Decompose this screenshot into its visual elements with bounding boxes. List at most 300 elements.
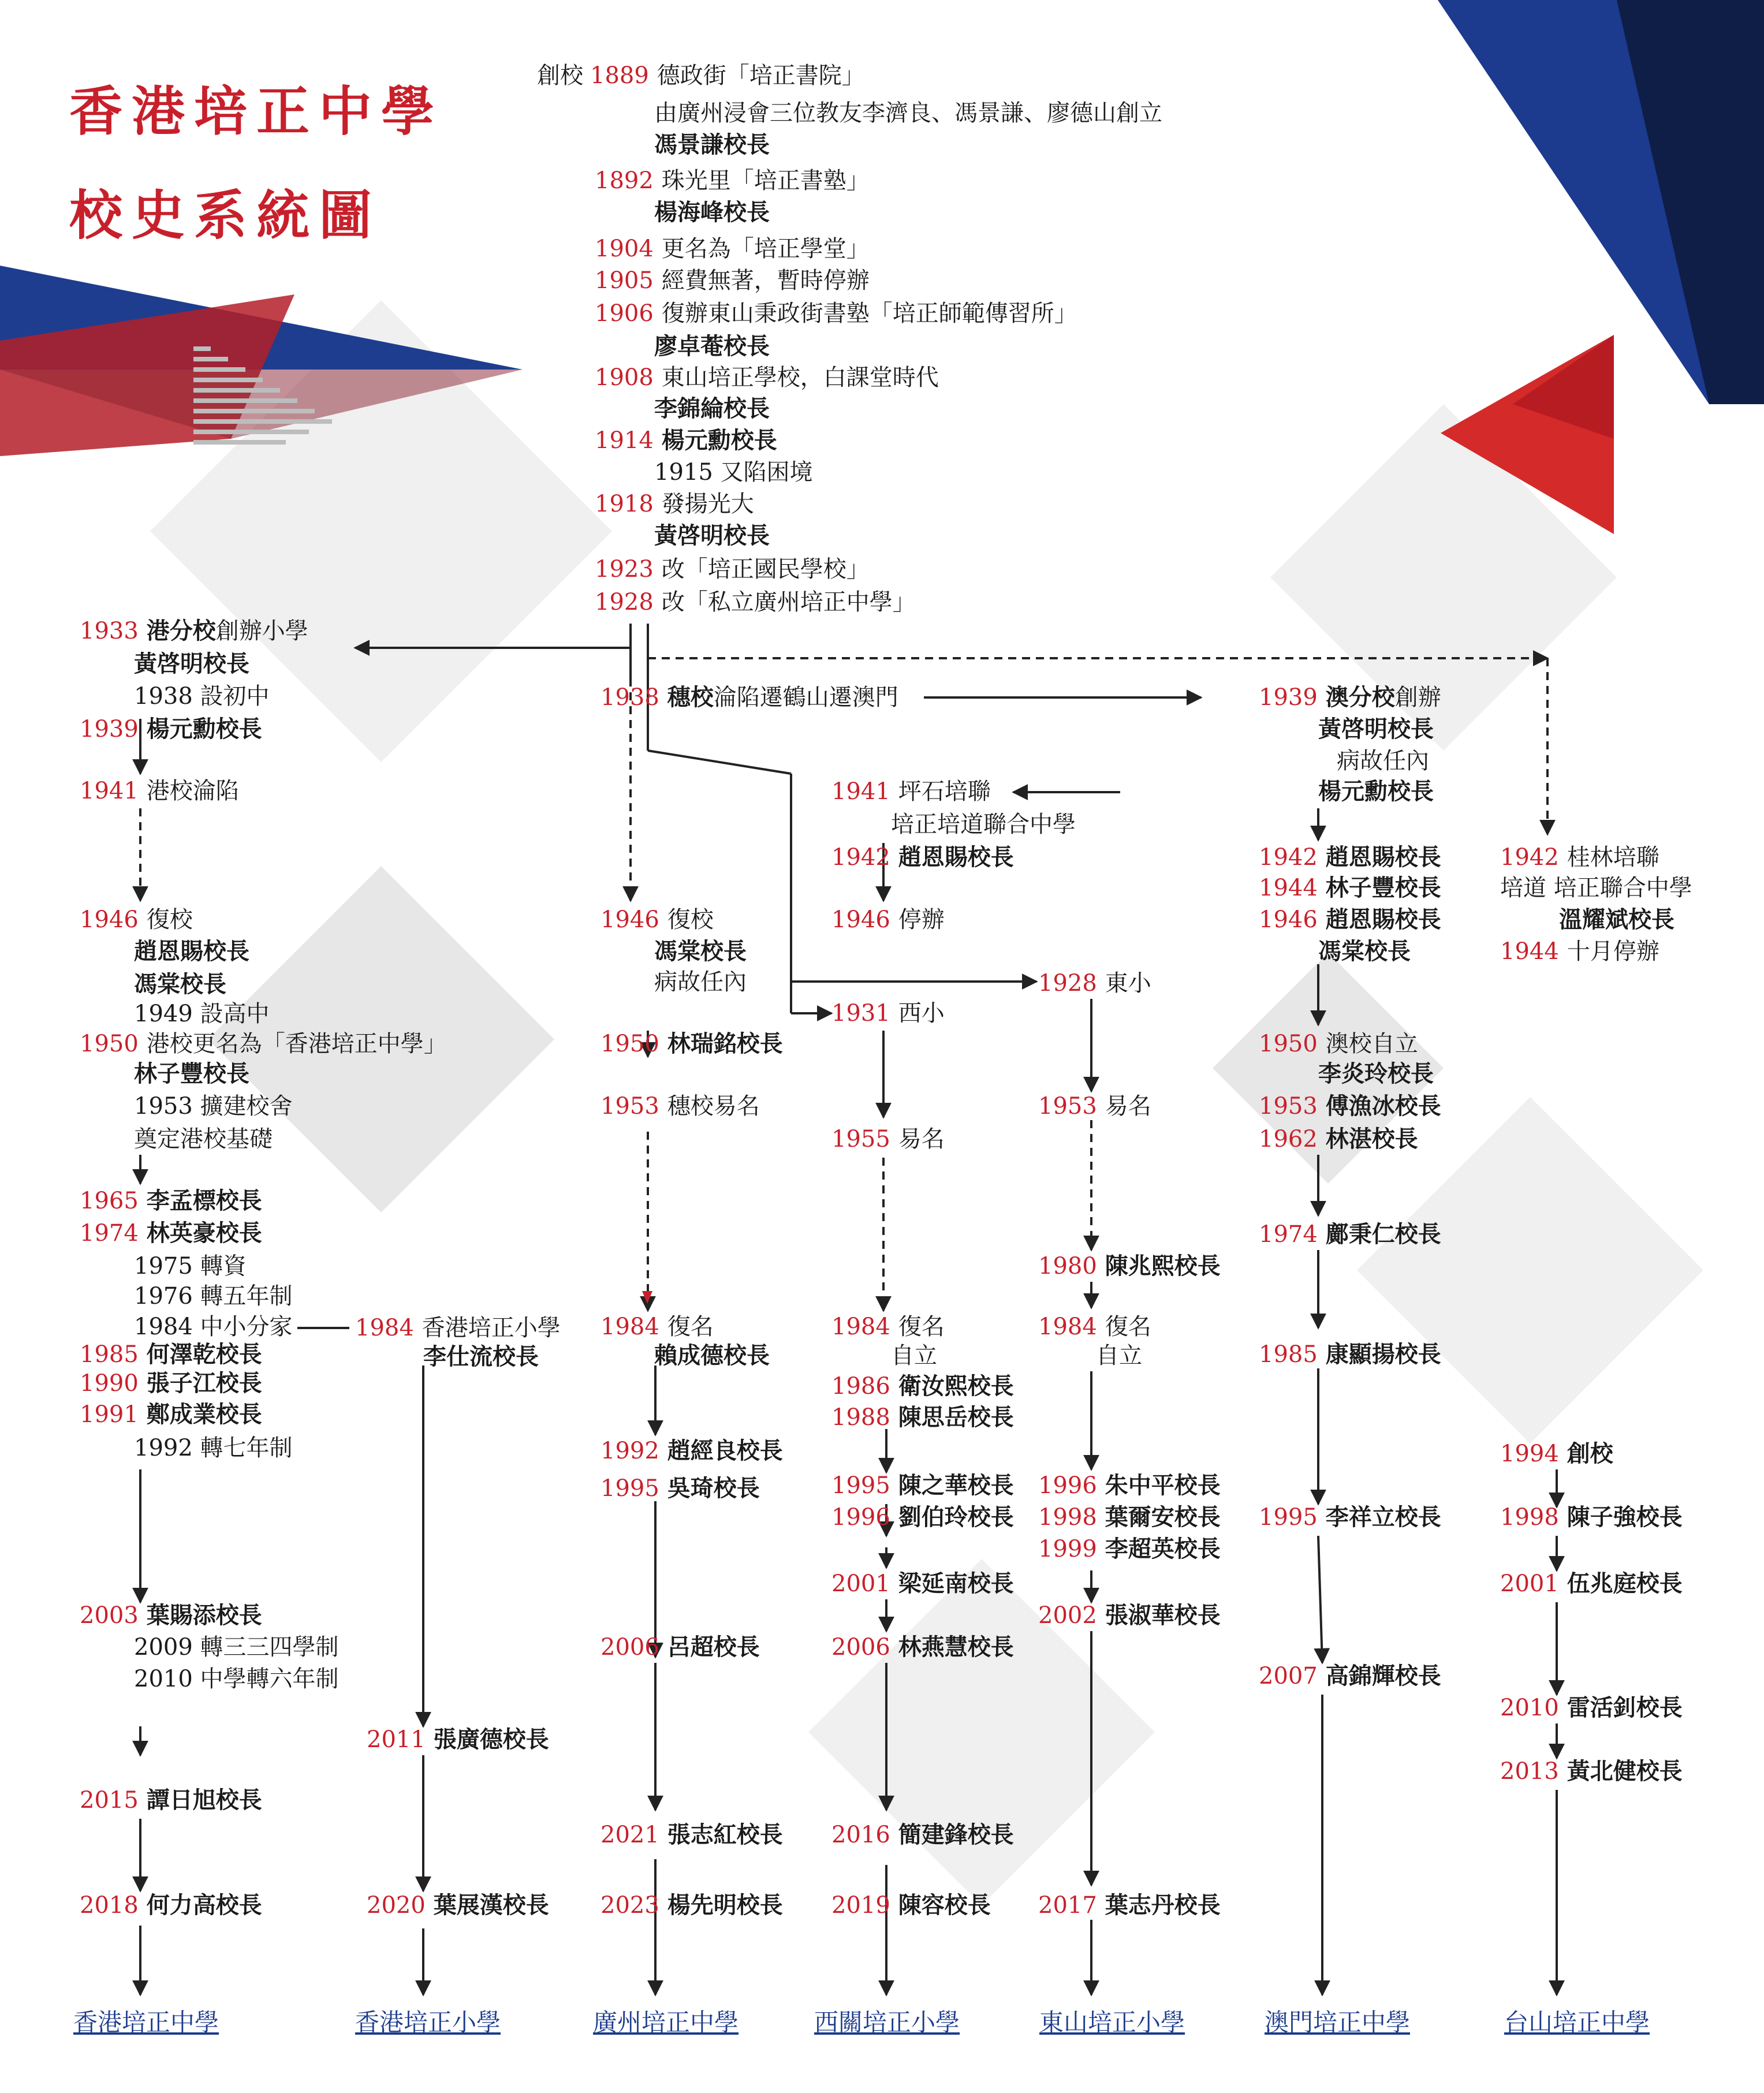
timeline-entry [1500, 1692, 1683, 1724]
entry-name: 高錦輝校長 [1325, 1662, 1441, 1689]
school-link-ts[interactable]: 台山培正中學 [1504, 2008, 1650, 2036]
timeline-entry [1259, 1090, 1441, 1122]
timeline-entry [601, 1819, 783, 1851]
entry-year: 1985 [1259, 1341, 1318, 1368]
entry-name: 馮棠校長 [134, 971, 226, 998]
timeline-entry [595, 165, 870, 197]
timeline-entry [601, 681, 898, 714]
entry-year: 1955 [831, 1126, 890, 1152]
school-link-xg[interactable]: 西關培正小學 [814, 2008, 960, 2036]
entry-name: 林瑞銘校長 [667, 1030, 783, 1057]
entry-text: 創辦小學 [215, 618, 308, 644]
entry-text: 港校更名為「香港培正中學」 [146, 1031, 447, 1057]
entry-year: 1990 [80, 1370, 139, 1397]
timeline-entry [423, 1341, 539, 1373]
entry-name: 林燕慧校長 [898, 1633, 1014, 1661]
timeline-entry [1500, 1438, 1613, 1470]
entry-text: 1984 中小分家 [134, 1314, 293, 1340]
entry-text: 復名 [667, 1314, 714, 1340]
timeline-entry [80, 1028, 447, 1060]
timeline-entry [601, 1435, 783, 1467]
entry-name: 陳容校長 [898, 1891, 991, 1919]
entry-text: 發揚光大 [661, 491, 754, 517]
timeline-entry [601, 904, 714, 936]
timeline-entry [595, 297, 1077, 330]
chart-title: 香港培正中學 [69, 80, 444, 143]
entry-name: 李仕流校長 [423, 1343, 539, 1370]
timeline-entry [1259, 1501, 1441, 1534]
entry-name: 楊元勳校長 [661, 427, 777, 454]
entry-name: 李孟標校長 [146, 1187, 262, 1214]
entry-year: 1923 [595, 556, 654, 583]
timeline-entry [595, 424, 777, 457]
timeline-entry [654, 393, 770, 425]
timeline-entry [134, 1090, 293, 1122]
entry-name: 趙恩賜校長 [134, 938, 249, 965]
entry-name: 朱中平校長 [1105, 1472, 1221, 1499]
timeline-entry [654, 129, 770, 161]
entry-name: 傅漁冰校長 [1325, 1092, 1441, 1120]
entry-year: 1938 [601, 684, 659, 711]
entry-text: 1953 擴建校舍 [134, 1093, 293, 1120]
entry-name: 溫耀斌校長 [1559, 906, 1675, 933]
timeline-entry [595, 361, 939, 394]
entry-text: 1915 又陷困境 [654, 459, 813, 486]
entry-year: 2019 [831, 1892, 890, 1919]
timeline-entry [601, 1090, 760, 1122]
entry-name: 黃啓明校長 [654, 522, 770, 549]
school-link-gz[interactable]: 廣州培正中學 [593, 2008, 739, 2036]
entry-year: 1914 [595, 427, 654, 454]
timeline-entry [1038, 967, 1151, 999]
entry-text: 澳校自立 [1325, 1031, 1418, 1057]
entry-name: 張淑華校長 [1105, 1602, 1221, 1629]
timeline-entry [134, 1631, 339, 1663]
entry-text: 香港培正小學 [422, 1315, 561, 1341]
school-link-ds[interactable]: 東山培正小學 [1039, 2008, 1185, 2036]
timeline-entry [1259, 1218, 1441, 1251]
entry-year: 2006 [601, 1634, 659, 1661]
entry-year: 2013 [1500, 1758, 1559, 1785]
entry-text: 德政街「培正書院」 [657, 62, 865, 89]
entry-year: 1889 [590, 62, 649, 89]
timeline-entry [1259, 904, 1441, 936]
entry-year: 2010 [1500, 1695, 1559, 1721]
timeline-entry [1259, 1660, 1441, 1692]
entry-year: 1950 [1259, 1031, 1318, 1057]
school-link-mo[interactable]: 澳門培正中學 [1265, 2008, 1411, 2036]
entry-year: 1942 [831, 844, 890, 871]
timeline-entry [1038, 1889, 1221, 1922]
entry-text: 培正培道聯合中學 [891, 811, 1076, 838]
entry-year: 2023 [601, 1892, 659, 1919]
timeline-entry [1318, 775, 1434, 808]
entry-year: 2006 [831, 1634, 890, 1661]
entry-name: 衛汝熙校長 [898, 1372, 1014, 1400]
entry-name: 李祥立校長 [1325, 1503, 1441, 1531]
entry-text: 1949 設高中 [134, 1001, 270, 1027]
entry-year: 2001 [1500, 1570, 1559, 1597]
entry-name: 林子豐校長 [1325, 874, 1441, 901]
timeline-entry [134, 1432, 293, 1464]
timeline-entry [537, 59, 865, 92]
entry-year: 1953 [1259, 1093, 1318, 1120]
timeline-entry [654, 935, 747, 968]
entry-text: 穗校易名 [667, 1093, 760, 1120]
timeline-entry [595, 233, 870, 265]
timeline-entry [654, 196, 770, 229]
entry-text: 復名 [898, 1314, 945, 1340]
entry-prefix: 創校 [537, 62, 583, 89]
entry-text: 改「培正國民學校」 [661, 556, 870, 583]
entry-name: 葉志丹校長 [1105, 1891, 1221, 1919]
entry-name: 張廣德校長 [433, 1726, 549, 1753]
timeline-entry [367, 1889, 549, 1922]
timeline-entry [134, 1123, 273, 1155]
entry-name: 吳琦校長 [667, 1475, 760, 1502]
timeline-entry [134, 998, 270, 1030]
entry-name: 雷活釗校長 [1567, 1694, 1683, 1721]
entry-year: 1941 [80, 778, 139, 804]
entry-name: 葉爾安校長 [1105, 1503, 1221, 1531]
entry-year: 1985 [80, 1341, 139, 1368]
entry-name: 趙恩賜校長 [1325, 844, 1441, 871]
entry-year: 2015 [80, 1787, 139, 1814]
entry-name: 何澤乾校長 [146, 1341, 262, 1368]
timeline-entry [595, 264, 870, 297]
entry-year: 1996 [831, 1504, 890, 1531]
entry-year: 2020 [367, 1892, 426, 1919]
entry-year: 1946 [1259, 906, 1318, 933]
entry-year: 1950 [601, 1031, 659, 1057]
entry-name: 張志紅校長 [667, 1821, 783, 1848]
timeline-entry [831, 1311, 945, 1343]
entry-name: 陳兆熙校長 [1105, 1252, 1221, 1279]
entry-year: 1986 [831, 1373, 890, 1400]
entry-year: 1946 [80, 906, 139, 933]
timeline-entry [1337, 745, 1429, 777]
entry-year: 1996 [1038, 1472, 1097, 1499]
entry-year: 2002 [1038, 1602, 1097, 1629]
timeline-entry [654, 456, 813, 488]
entry-text: 復辦東山秉政街書塾「培正師範傳習所」 [661, 300, 1077, 327]
school-link-hk-mid[interactable]: 香港培正中學 [73, 2008, 219, 2036]
timeline-entry [367, 1723, 549, 1756]
entry-name: 伍兆庭校長 [1567, 1570, 1683, 1597]
entry-year: 1953 [1038, 1093, 1097, 1120]
timeline-entry [1038, 1501, 1221, 1534]
timeline-entry [134, 935, 249, 968]
entry-year: 2011 [367, 1726, 426, 1753]
entry-text: 復校 [667, 906, 714, 933]
entry-year: 2001 [831, 1570, 890, 1597]
entry-year: 2003 [80, 1602, 139, 1629]
entry-year: 1905 [595, 267, 654, 294]
entry-text: 創辦 [1394, 684, 1441, 711]
entry-text: 2010 中學轉六年制 [134, 1666, 339, 1692]
entry-year: 1984 [1038, 1314, 1097, 1340]
timeline-entry [601, 1631, 760, 1663]
entry-text: 病故任內 [654, 969, 747, 995]
entry-name: 林子豐校長 [134, 1060, 249, 1087]
timeline-entry [1318, 935, 1411, 968]
entry-text: 淪陷遷鶴山遷澳門 [713, 684, 898, 711]
entry-year: 1998 [1038, 1504, 1097, 1531]
entry-name: 黃啓明校長 [1318, 715, 1434, 743]
timeline-entry [1500, 935, 1659, 968]
timeline-entry [1259, 681, 1441, 714]
entry-text: 培道 培正聯合中學 [1500, 875, 1692, 901]
timeline-entry [1259, 1028, 1418, 1060]
entry-text: 停辦 [898, 906, 945, 933]
timeline-entry [831, 1889, 991, 1922]
timeline-entry [1038, 1090, 1151, 1122]
entry-name: 趙恩賜校長 [1325, 906, 1441, 933]
timeline-entry [831, 1401, 1014, 1434]
entry-year: 1946 [601, 906, 659, 933]
timeline-entry [1038, 1599, 1221, 1632]
timeline-entry [831, 841, 1014, 874]
timeline-entry [831, 1819, 1014, 1851]
timeline-entry [831, 1370, 1014, 1402]
timeline-entry [355, 1312, 561, 1344]
timeline-entry [831, 1568, 1014, 1600]
entry-name: 鄺秉仁校長 [1325, 1221, 1441, 1248]
timeline-entry [134, 968, 226, 1001]
entry-year: 1928 [1038, 970, 1097, 997]
entry-year: 1995 [831, 1472, 890, 1499]
entry-text: 十月停辦 [1567, 938, 1659, 965]
entry-year: 1931 [831, 1000, 890, 1027]
timeline-entry [1500, 1501, 1683, 1534]
entry-name: 創校 [1567, 1440, 1613, 1467]
timeline-entry [654, 97, 1162, 129]
entry-text: 復名 [1105, 1314, 1151, 1340]
timeline-entry [134, 1663, 339, 1695]
entry-year: 1984 [831, 1314, 890, 1340]
entry-year: 1980 [1038, 1253, 1097, 1279]
entry-year: 1892 [595, 167, 654, 194]
entry-text: 坪石培聯 [898, 778, 991, 805]
entry-year: 1953 [601, 1093, 659, 1120]
entry-name: 穗校 [667, 684, 714, 711]
entry-text: 桂林培聯 [1567, 844, 1659, 871]
timeline-entry [1259, 1123, 1418, 1155]
entry-name: 張子江校長 [146, 1370, 262, 1397]
chart-subtitle: 校史系統圖 [69, 184, 382, 247]
entry-year: 1988 [831, 1404, 890, 1431]
entry-year: 1998 [1500, 1504, 1559, 1531]
entry-name: 趙恩賜校長 [898, 844, 1014, 871]
entry-year: 1946 [831, 906, 890, 933]
entry-name: 楊元勳校長 [1318, 778, 1434, 805]
entry-name: 黃啓明校長 [134, 650, 249, 677]
entry-year: 2021 [601, 1822, 659, 1848]
entry-text: 更名為「培正學堂」 [661, 236, 870, 262]
timeline-entry [1318, 713, 1434, 745]
entry-year: 1908 [595, 364, 654, 391]
timeline-entry [654, 1340, 770, 1372]
entry-year: 1950 [80, 1031, 139, 1057]
timeline-entry [601, 1472, 760, 1505]
entry-name: 林湛校長 [1325, 1125, 1418, 1152]
entry-name: 馮棠校長 [1318, 938, 1411, 965]
entry-name: 林英豪校長 [146, 1219, 262, 1247]
timeline-entry [601, 1889, 783, 1922]
entry-year: 1984 [355, 1315, 414, 1341]
timeline-entry [1500, 1755, 1683, 1788]
timeline-entry [80, 1217, 262, 1249]
timeline-entry [1038, 1250, 1221, 1282]
entry-text: 1938 設初中 [134, 683, 270, 710]
timeline-entry [831, 1501, 1014, 1534]
timeline-entry [80, 1784, 262, 1816]
timeline-entry [80, 1889, 262, 1922]
entry-year: 1994 [1500, 1441, 1559, 1467]
entry-year: 1974 [1259, 1221, 1318, 1248]
timeline-entry [595, 586, 916, 618]
timeline-entry [1559, 904, 1675, 936]
timeline-entry [134, 1280, 293, 1312]
entry-name: 廖卓菴校長 [654, 333, 770, 360]
entry-year: 1944 [1259, 875, 1318, 901]
timeline-entry [1500, 1568, 1683, 1600]
timeline-entry [1318, 1058, 1434, 1090]
timeline-entry [891, 1340, 937, 1372]
timeline-entry [1038, 1533, 1221, 1565]
timeline-entry [891, 808, 1076, 841]
entry-year: 1995 [601, 1475, 659, 1502]
timeline-entry [80, 1185, 262, 1217]
timeline-entry [1500, 841, 1659, 874]
school-link-hk-pri[interactable]: 香港培正小學 [355, 2008, 501, 2036]
timeline-entry [80, 775, 239, 807]
timeline-entry [80, 904, 193, 936]
entry-name: 馮棠校長 [654, 938, 747, 965]
entry-text: 1992 轉七年制 [134, 1435, 293, 1461]
timeline-entry [134, 648, 249, 680]
entry-year: 1928 [595, 589, 654, 615]
entry-year: 1904 [595, 236, 654, 262]
entry-name: 梁延南校長 [898, 1570, 1014, 1597]
timeline-entry [654, 520, 770, 552]
timeline-entry [831, 1631, 1014, 1663]
timeline-entry [80, 615, 308, 647]
entry-name: 李錦綸校長 [654, 395, 770, 422]
entry-name: 鄭成業校長 [146, 1401, 262, 1428]
timeline-entry [80, 1398, 262, 1431]
timeline-entry [80, 1599, 262, 1632]
timeline-entry [654, 330, 770, 363]
timeline-entry [1259, 1338, 1441, 1371]
timeline-entry [134, 1058, 249, 1090]
entry-text: 由廣州浸會三位教友李濟良、馮景謙、廖德山創立 [654, 100, 1162, 126]
entry-text: 改「私立廣州培正中學」 [661, 589, 916, 615]
timeline-entry [1038, 1469, 1221, 1502]
timeline-entry [831, 904, 945, 936]
entry-year: 1906 [595, 300, 654, 327]
entry-name: 澳分校 [1325, 684, 1395, 711]
timeline-entry [1500, 872, 1692, 904]
entry-name: 康顯揚校長 [1325, 1341, 1441, 1368]
timeline-entry [831, 1469, 1014, 1502]
entry-year: 1941 [831, 778, 890, 805]
timeline-entry [601, 1311, 714, 1343]
entry-year: 1939 [80, 716, 139, 743]
entry-year: 1991 [80, 1401, 139, 1428]
timeline-entry [1038, 1311, 1151, 1343]
timeline-entry [1259, 841, 1441, 874]
entry-name: 呂超校長 [667, 1633, 760, 1661]
entry-year: 1944 [1500, 938, 1559, 965]
entry-year: 2017 [1038, 1892, 1097, 1919]
entry-text: 東小 [1105, 970, 1151, 997]
entry-name: 李炎玲校長 [1318, 1060, 1434, 1087]
entry-text: 復校 [146, 906, 193, 933]
entry-name: 陳之華校長 [898, 1472, 1014, 1499]
entry-text: 自立 [891, 1342, 937, 1369]
entry-name: 楊元勳校長 [146, 715, 262, 743]
entry-year: 1974 [80, 1220, 139, 1247]
timeline-entry [80, 1367, 262, 1400]
timeline-entry [595, 553, 870, 585]
entry-name: 馮景謙校長 [654, 131, 770, 158]
entry-name: 楊先明校長 [667, 1891, 783, 1919]
timeline-entry [831, 775, 991, 808]
entry-name: 陳思岳校長 [898, 1404, 1014, 1431]
entry-year: 1962 [1259, 1126, 1318, 1152]
entry-name: 簡建鋒校長 [898, 1821, 1014, 1848]
entry-year: 1933 [80, 618, 139, 644]
entry-name: 黃北健校長 [1567, 1758, 1683, 1785]
entry-text: 珠光里「培正書塾」 [661, 167, 870, 194]
timeline-entry [1259, 872, 1441, 904]
entry-name: 楊海峰校長 [654, 199, 770, 226]
entry-text: 病故任內 [1337, 748, 1429, 774]
entry-year: 2016 [831, 1822, 890, 1848]
timeline-entry [601, 1028, 783, 1060]
entry-name: 葉賜添校長 [146, 1602, 262, 1629]
entry-name: 葉展漢校長 [433, 1891, 549, 1919]
entry-year: 1995 [1259, 1504, 1318, 1531]
timeline-entry [831, 1123, 945, 1155]
entry-year: 1939 [1259, 684, 1318, 711]
entry-text: 港校淪陷 [146, 778, 239, 804]
entry-name: 趙經良校長 [667, 1437, 783, 1464]
entry-text: 2009 轉三三四學制 [134, 1634, 339, 1661]
entry-name: 賴成德校長 [654, 1342, 770, 1369]
entry-name: 譚日旭校長 [146, 1786, 262, 1814]
entry-text: 1976 轉五年制 [134, 1283, 293, 1309]
entry-year: 1942 [1500, 844, 1559, 871]
entry-year: 2018 [80, 1892, 139, 1919]
entry-text: 自立 [1096, 1342, 1142, 1369]
entry-text: 易名 [898, 1126, 945, 1152]
entry-text: 奠定港校基礎 [134, 1126, 273, 1152]
timeline-entry [595, 488, 754, 520]
timeline-entry [831, 997, 945, 1029]
timeline-entry [80, 1338, 262, 1371]
timeline-entry [134, 1250, 247, 1282]
entry-year: 1965 [80, 1188, 139, 1214]
entry-year: 1918 [595, 491, 654, 517]
entry-text: 1975 轉資 [134, 1253, 247, 1279]
entry-name: 何力高校長 [146, 1891, 262, 1919]
entry-year: 1984 [601, 1314, 659, 1340]
entry-year: 1992 [601, 1438, 659, 1464]
entry-year: 1999 [1038, 1536, 1097, 1562]
timeline-entry [134, 680, 270, 712]
